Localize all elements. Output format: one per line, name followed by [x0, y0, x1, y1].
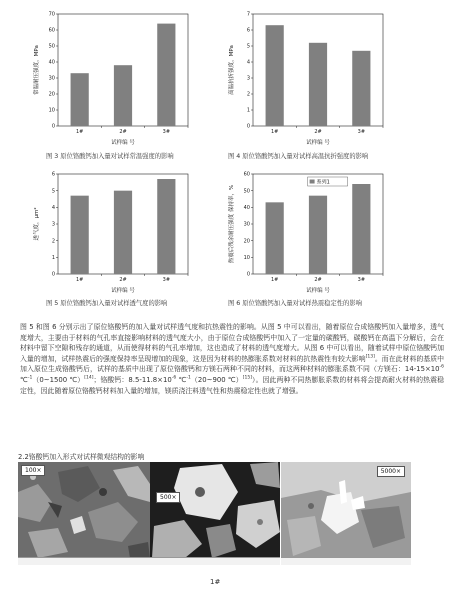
y-tick-label: 50 — [243, 188, 250, 195]
x-tick-label: 2# — [119, 277, 127, 283]
bar — [157, 24, 175, 126]
caption-fig6: 图 6 原位铬酸钙加入量对试样热震稳定性的影响 — [228, 300, 362, 307]
para-part: （0~1500 ℃） — [32, 375, 85, 384]
x-tick-label: 3# — [357, 129, 366, 135]
chart-fig4 — [225, 8, 395, 148]
para-part: ）。因此两种不同热膨胀系数的材料将会提高耐火材料的热震稳定性，因此随着原位铬酸钙材料加入量的增加，镁质浇注料透气性和热震稳定性也就了增强。 — [20, 375, 445, 395]
y-tick-label: 5 — [246, 43, 250, 50]
y-tick-label: 2 — [246, 91, 250, 98]
exponent: -6 — [171, 375, 177, 381]
y-tick-label: 0 — [51, 271, 55, 278]
para-part: ℃ — [176, 375, 187, 384]
chart-fig6 — [225, 168, 395, 296]
y-tick-label: 5 — [51, 188, 55, 195]
y-tick-label: 10 — [243, 255, 250, 262]
chart-fig3 — [30, 8, 200, 148]
legend-label: 系列1 — [316, 179, 330, 186]
magnification-label: 5000× — [377, 466, 405, 477]
micrograph-100x-image — [18, 462, 150, 565]
bar — [352, 51, 370, 126]
micrograph-500x — [150, 462, 280, 565]
y-tick-label: 60 — [243, 171, 250, 178]
x-tick-label: 2# — [119, 129, 127, 135]
y-tick-label: 7 — [246, 11, 250, 18]
y-tick-label: 0 — [246, 271, 250, 278]
x-tick-label: 1# — [270, 129, 279, 135]
y-tick-label: 40 — [48, 59, 55, 66]
exponent: -1 — [27, 375, 33, 381]
micrograph-5000x — [281, 462, 411, 565]
scale-bar — [281, 557, 411, 565]
y-tick-label: 0 — [246, 123, 250, 130]
bar — [114, 65, 132, 126]
y-tick-label: 1 — [246, 107, 250, 114]
x-tick-label: 3# — [357, 277, 366, 283]
x-axis-label: 试样编 号 — [111, 140, 135, 146]
y-tick-label: 6 — [51, 171, 55, 178]
bar — [71, 73, 89, 126]
y-axis-label: 透气度，μm² — [34, 207, 40, 241]
citation: [13] — [365, 354, 375, 360]
bar — [114, 191, 132, 274]
bar — [71, 196, 89, 274]
body-paragraph — [20, 322, 444, 396]
caption-fig3: 图 3 原位铬酸钙加入量对试样常温强度的影响 — [46, 153, 174, 160]
y-axis-label: 热震后残余耐压强度 保持率，% — [229, 184, 235, 264]
chart-fig3-svg — [30, 8, 200, 148]
x-axis-label: 试样编 号 — [111, 288, 135, 294]
y-tick-label: 20 — [243, 238, 250, 245]
y-tick-label: 60 — [48, 27, 55, 34]
y-tick-label: 3 — [246, 75, 250, 82]
para-part: （20~900 ℃） — [190, 375, 243, 384]
x-tick-label: 1# — [75, 277, 84, 283]
y-tick-label: 3 — [51, 221, 55, 228]
exponent: -1 — [186, 375, 191, 381]
caption-fig4: 图 4 原位铬酸钙加入量对试样高温抗折强度的影响 — [228, 153, 369, 160]
sample-label: 1# — [210, 578, 221, 586]
x-tick-label: 3# — [162, 129, 171, 135]
para-part: 图 5 和图 6 分别示出了原位铬酸钙的加入量对试样透气度和抗热震性的影响。从图 5 中可以看出，随着原位合成铬酸钙加入量增多，透气度增大，主要由于材料的气孔率直接影响材料的透气度大小，由于原位合成铬酸钙中加入了一定量的碳酸钙，碳酸钙在高温下分解后，会在材料中留下空隙和残存的通道，从而使得材料的气孔率增加，这也造成了材料的透气度增大。从图 6 中可以看出，随着试样中原位铬酸钙加入量的增加，试样热震后的强度保持率呈现增加的现象，这是因为材料的热膨胀系数对材料的抗热震性有较大影响 — [20, 323, 444, 363]
chart-fig5 — [30, 168, 200, 296]
y-axis-label: 高温抗折强度，MPa — [229, 45, 235, 95]
para-part: ℃ — [20, 375, 28, 384]
scale-bar — [150, 557, 280, 565]
y-tick-label: 4 — [246, 59, 250, 66]
micrograph-100x — [18, 462, 150, 565]
caption-fig5: 图 5 原位铬酸钙加入量对试样透气度的影响 — [46, 300, 168, 307]
y-tick-label: 50 — [48, 43, 55, 50]
magnification-label: 100× — [21, 465, 45, 476]
y-tick-label: 70 — [48, 11, 55, 18]
x-tick-label: 3# — [162, 277, 171, 283]
citation: [15] — [242, 375, 252, 381]
magnification-label: 500× — [156, 492, 180, 503]
micrograph-500x-image — [150, 462, 280, 565]
y-tick-label: 20 — [48, 91, 55, 98]
y-axis-label: 常温耐压强度，MPa — [34, 45, 40, 95]
bar — [157, 179, 175, 274]
x-tick-label: 1# — [270, 277, 279, 283]
x-tick-label: 2# — [314, 129, 322, 135]
x-axis-label: 试样编 号 — [306, 288, 330, 294]
para-part: ；铬酸钙：8.5-11.8×10 — [93, 375, 172, 384]
y-tick-label: 40 — [243, 205, 250, 212]
bar — [266, 202, 284, 274]
x-tick-label: 2# — [314, 277, 322, 283]
exponent: -6 — [439, 365, 444, 371]
micrograph-5000x-image — [281, 462, 411, 565]
y-tick-label: 1 — [51, 255, 55, 262]
x-tick-label: 1# — [75, 129, 84, 135]
y-tick-label: 4 — [51, 205, 55, 212]
section-heading: 2.2铬酸钙加入形式对试样微观结构的影响 — [18, 453, 145, 461]
bar — [309, 43, 327, 126]
y-tick-label: 2 — [51, 238, 55, 245]
chart-fig6-svg — [225, 168, 395, 296]
bar — [309, 196, 327, 274]
legend-swatch — [310, 180, 315, 184]
y-tick-label: 0 — [51, 123, 55, 130]
citation: [14] — [84, 375, 94, 381]
bar — [266, 25, 284, 126]
y-tick-label: 10 — [48, 107, 55, 114]
y-tick-label: 30 — [243, 221, 250, 228]
scale-bar — [18, 557, 150, 565]
para-part: 。而在此材料的基质中加入原位生成铬酸钙后，试样的基质中出现了原位铬酸钙和方镁石两种不同的材料，而这两种材料的膨胀系数不同（方镁石：14-15×10 — [20, 354, 444, 374]
chart-fig4-svg — [225, 8, 395, 148]
y-tick-label: 6 — [246, 27, 250, 34]
bar — [352, 184, 370, 274]
chart-fig5-svg — [30, 168, 200, 296]
x-axis-label: 试样编 号 — [306, 140, 330, 146]
y-tick-label: 30 — [48, 75, 55, 82]
